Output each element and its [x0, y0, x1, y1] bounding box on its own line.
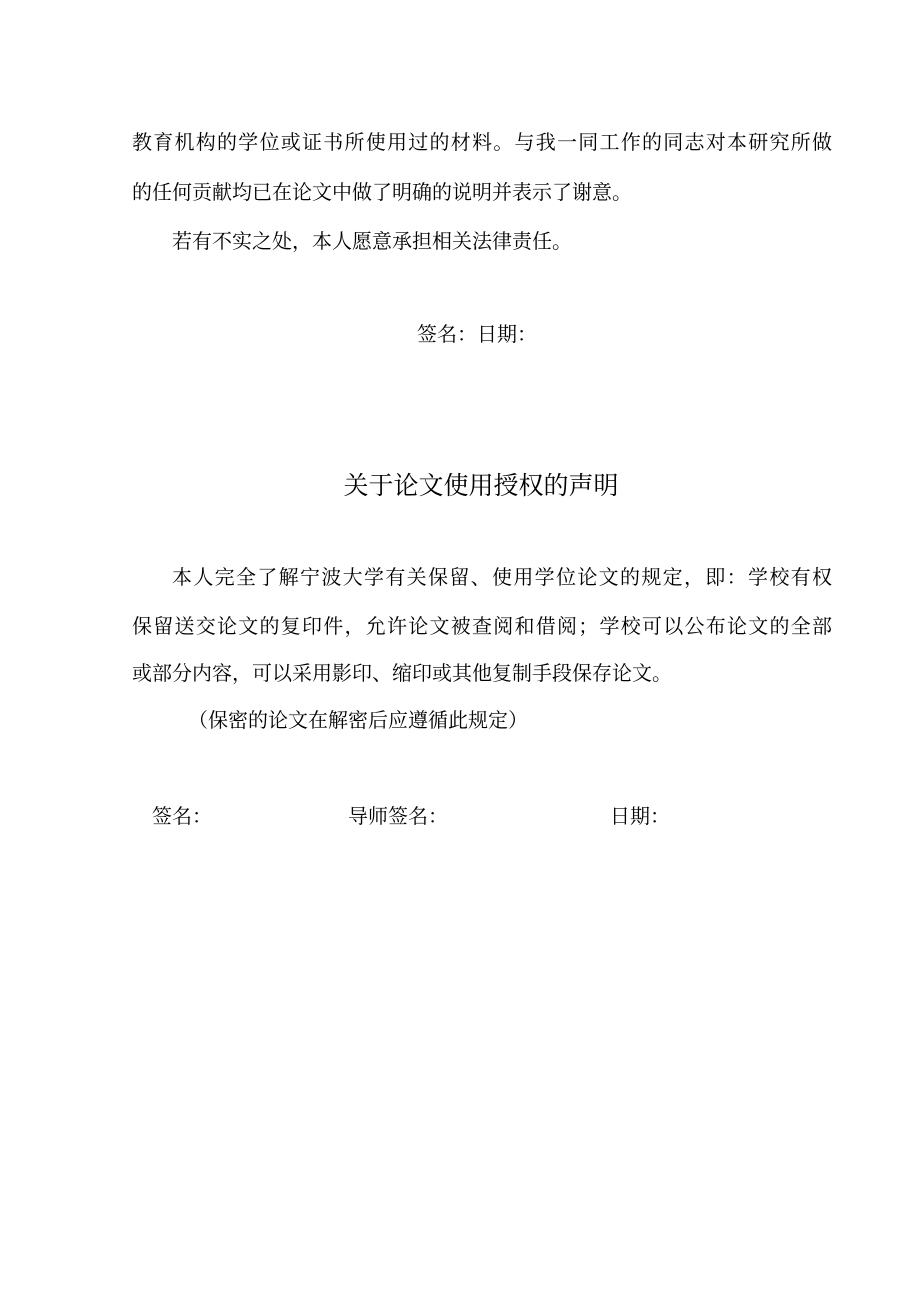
authorization-line-1: 本人完全了解宁波大学有关保留、使用学位论文的规定，即：学校有权: [172, 565, 832, 589]
authorization-title: 关于论文使用授权的声明: [343, 471, 619, 500]
author-signature-label: 签名：: [152, 804, 212, 828]
authorization-line-3: 或部分内容，可以采用影印、缩印或其他复制手段保存论文。: [132, 661, 672, 685]
originality-line-2: 的任何贡献均已在论文中做了明确的说明并表示了谢意。: [132, 180, 632, 204]
confidentiality-note: （保密的论文在解密后应遵循此规定）: [188, 708, 528, 732]
advisor-signature-label: 导师签名：: [348, 804, 448, 828]
liability-statement: 若有不实之处，本人愿意承担相关法律责任。: [172, 229, 572, 253]
authorization-line-2: 保留送交论文的复印件，允许论文被查阅和借阅；学校可以公布论文的全部: [132, 614, 832, 638]
originality-signature-date: 签名：日期：: [417, 322, 537, 346]
originality-line-1: 教育机构的学位或证书所使用过的材料。与我一同工作的同志对本研究所做: [132, 130, 832, 154]
date-label: 日期：: [610, 804, 670, 828]
